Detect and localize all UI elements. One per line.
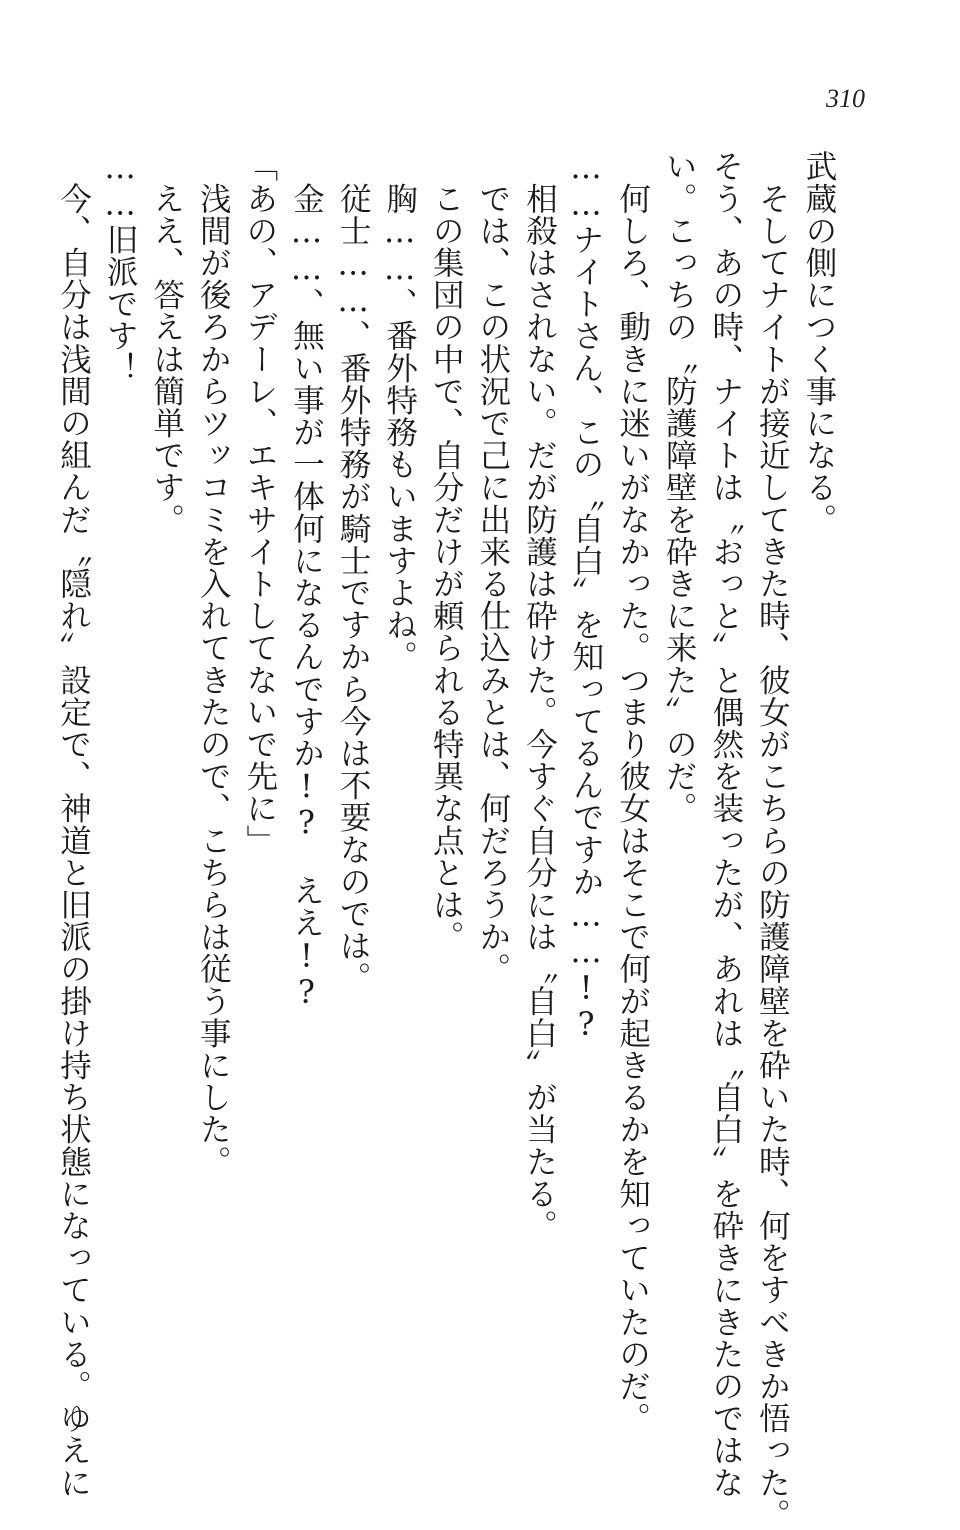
text-line: この集団の中で、自分だけが頼られる特異な点とは。 bbox=[428, 150, 465, 953]
vertical-text-block bbox=[50, 150, 842, 1530]
text-line: 浅間が後ろからツッコミを入れてきたので、こちらは従う事にした。 bbox=[195, 150, 232, 1178]
text-line: 従士……、番外特務が騎士ですから今は不要なのでは。 bbox=[335, 150, 372, 994]
page-number: 310 bbox=[826, 84, 865, 113]
text-line: ……ナイトさん、この〝自白〟を知ってるんですか……!? bbox=[568, 150, 605, 1044]
text-line: ……旧派です！ bbox=[102, 150, 139, 384]
text-line: 相殺はされない。だが防護は砕けた。今すぐ自分には〝自白〟が当たる。 bbox=[521, 150, 558, 1242]
text-line: 今、自分は浅間の組んだ〝隠れ〟設定で、神道と旧派の掛け持ち状態になっている。ゆえに bbox=[55, 150, 92, 1499]
text-line: 金……、無い事が一体何になるんですか!? ええ!? bbox=[288, 150, 325, 1012]
text-line: そう、あの時、ナイトは〝おっと〟と偶然を装ったが、あれは〝自白〟を砕きにきたのではな bbox=[707, 150, 744, 1499]
text-line: 胸……、番外特務もいますよね。 bbox=[381, 150, 418, 673]
text-line: い。こっちの〝防護障壁を砕きに来た〟のだ。 bbox=[661, 150, 698, 825]
text-line: 武蔵の側につく事になる。 bbox=[801, 150, 837, 536]
text-line: では、この状況で己に出来る仕込みとは、何だろうか。 bbox=[474, 150, 511, 985]
text-line: そしてナイトが接近してきた時、彼女がこちらの防護障壁を砕いた時、何をすべきか悟った。 bbox=[754, 150, 791, 1530]
text-line: 「あの、アデーレ、エキサイトしてないで先に」 bbox=[241, 150, 278, 857]
text-line: ええ、答えは簡単です。 bbox=[148, 150, 185, 536]
text-line: 何しろ、動きに迷いがなかった。つまり彼女はそこで何が起きるかを知っていたのだ。 bbox=[614, 150, 651, 1434]
